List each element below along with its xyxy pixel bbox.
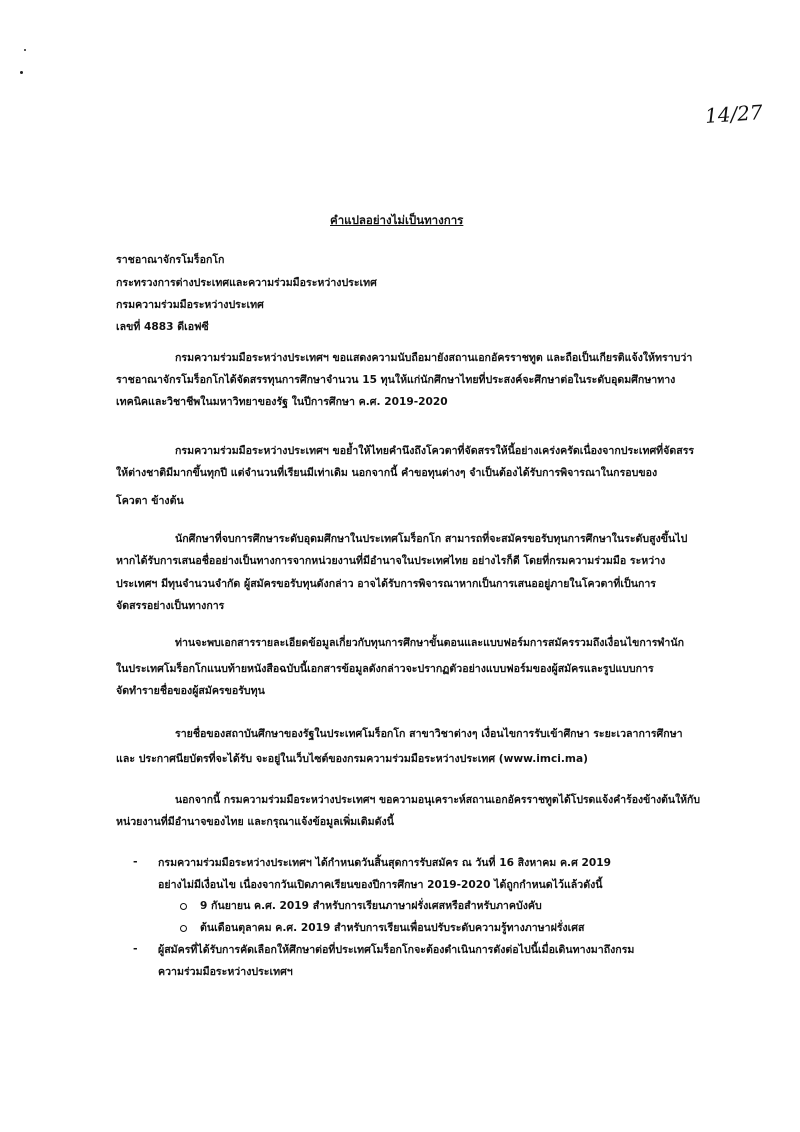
- bullet-dash: -: [133, 855, 138, 868]
- header-line: กระทรวงการต่างประเทศและความร่วมมือระหว่างประเทศ: [116, 277, 377, 289]
- paragraph-line: นอกจากนี้ กรมความร่วมมือระหว่างประเทศฯ ขอความอนุเคราะห์สถานเอกอัครราชทูตได้โปรดแจ้งคำร้องข้างต้นให้กับ: [175, 794, 700, 806]
- paragraph-line: ประเทศฯ มีทุนจำนวนจำกัด ผู้สมัครขอรับทุนดังกล่าว อาจได้รับการพิจารณาหากเป็นการเสนออยู่ภายในโควตาที่เป็นการ: [116, 578, 657, 590]
- circle-bullet-icon: [180, 925, 187, 932]
- handwritten-page-number: 14/27: [704, 100, 764, 128]
- paragraph-line: ในประเทศโมร็อกโกแนบท้ายหนังสือฉบับนี้เอกสารข้อมูลดังกล่าวจะปรากฏตัวอย่างแบบฟอร์มของผู้สมัครและรูปแบบการ: [116, 663, 654, 675]
- bullet-line: กรมความร่วมมือระหว่างประเทศฯ ได้กำหนดวันสิ้นสุดการรับสมัคร ณ วันที่ 16 สิงหาคม ค.ศ 2019: [158, 857, 611, 869]
- paragraph-line: ราชอาณาจักรโมร็อกโกได้จัดสรรทุนการศึกษาจำนวน 15 ทุนให้แก่นักศึกษาไทยที่ประสงค์จะศึกษาต่อในระดับอุดมศึกษาทาง: [116, 374, 676, 386]
- paragraph-line: ให้ต่างชาติมีมากขึ้นทุกปี แต่จำนวนที่เรียนมีเท่าเดิม นอกจากนี้ คำขอทุนต่างๆ จำเป็นต้องได้รับการพิจารณาในกรอบของ: [116, 467, 658, 479]
- bullet-line: อย่างไม่มีเงื่อนไข เนื่องจากวันเปิดภาคเรียนของปีการศึกษา 2019-2020 ได้ถูกกำหนดไว้แล้วดังนี้: [158, 879, 603, 891]
- bullet-line: ผู้สมัครที่ได้รับการคัดเลือกให้ศึกษาต่อที่ประเทศโมร็อกโกจะต้องดำเนินการดังต่อไปนี้เมื่อเดินทางมาถึงกรม: [158, 944, 635, 956]
- paragraph-line: กรมความร่วมมือระหว่างประเทศฯ ขอแสดงความนับถือมายังสถานเอกอัครราชทูต และถือเป็นเกียรติแจ้งให้ทราบว่า: [175, 352, 693, 364]
- circle-bullet-icon: [180, 903, 187, 910]
- paragraph-line: หน่วยงานที่มีอำนาจของไทย และกรุณาแจ้งข้อมูลเพิ่มเติมดังนี้: [116, 816, 394, 828]
- header-line: ราชอาณาจักรโมร็อกโก: [116, 254, 225, 266]
- sub-bullet-line: 9 กันยายน ค.ศ. 2019 สำหรับการเรียนภาษาฝรั่งเศสหรือสำหรับภาคบังคับ: [200, 900, 542, 912]
- paragraph-line: เทคนิคและวิชาชีพในมหาวิทยาของรัฐ ในปีการศึกษา ค.ศ. 2019-2020: [116, 396, 448, 408]
- paragraph-line: จัดสรรอย่างเป็นทางการ: [116, 600, 225, 612]
- bullet-dash: -: [133, 942, 138, 955]
- document-title: คำแปลอย่างไม่เป็นทางการ: [330, 213, 464, 227]
- paragraph-line: หากได้รับการเสนอชื่ออย่างเป็นทางการจากหน่วยงานที่มีอำนาจในประเทศไทย อย่างไรก็ดี โดยที่กรมความร่วมมือ ระหว่าง: [116, 555, 666, 567]
- scan-speck: [20, 71, 23, 74]
- paragraph-line: นักศึกษาที่จบการศึกษาระดับอุดมศึกษาในประเทศโมร็อกโก สามารถที่จะสมัครขอรับทุนการศึกษาในระดับสูงขึ้นไป: [175, 533, 688, 545]
- paragraph-line: โควตา ข้างต้น: [116, 495, 184, 507]
- sub-bullet-line: ต้นเดือนตุลาคม ค.ศ. 2019 สำหรับการเรียนเพื่อนปรับระดับความรู้ทางภาษาฝรั่งเศส: [200, 922, 585, 934]
- paragraph-line: และ ประกาศนียบัตรที่จะได้รับ จะอยู่ในเว็บไซต์ของกรมความร่วมมือระหว่างประเทศ (www.imci.ma): [116, 753, 588, 765]
- paragraph-line: ท่านจะพบเอกสารรายละเอียดข้อมูลเกี่ยวกับทุนการศึกษาขั้นตอนและแบบฟอร์มการสมัครรวมถึงเงื่อนไขการพำนัก: [175, 637, 685, 649]
- scan-speck: [24, 49, 26, 51]
- bullet-line: ความร่วมมือระหว่างประเทศฯ: [158, 966, 293, 978]
- paragraph-line: กรมความร่วมมือระหว่างประเทศฯ ขอย้ำให้ไทยคำนึงถึงโควตาที่จัดสรรให้นี้อย่างเคร่งครัดเนื่องจากประเทศที่จัดสรร: [175, 445, 695, 457]
- header-line: เลขที่ 4883 ดีเอฟซี: [116, 321, 209, 333]
- paragraph-line: รายชื่อของสถาบันศึกษาของรัฐในประเทศโมร็อกโก สาขาวิชาต่างๆ เงื่อนไขการรับเข้าศึกษา ระยะเวลาการศึกษา: [175, 728, 683, 740]
- header-line: กรมความร่วมมือระหว่างประเทศ: [116, 299, 264, 311]
- paragraph-line: จัดทำรายชื่อของผู้สมัครขอรับทุน: [116, 685, 265, 697]
